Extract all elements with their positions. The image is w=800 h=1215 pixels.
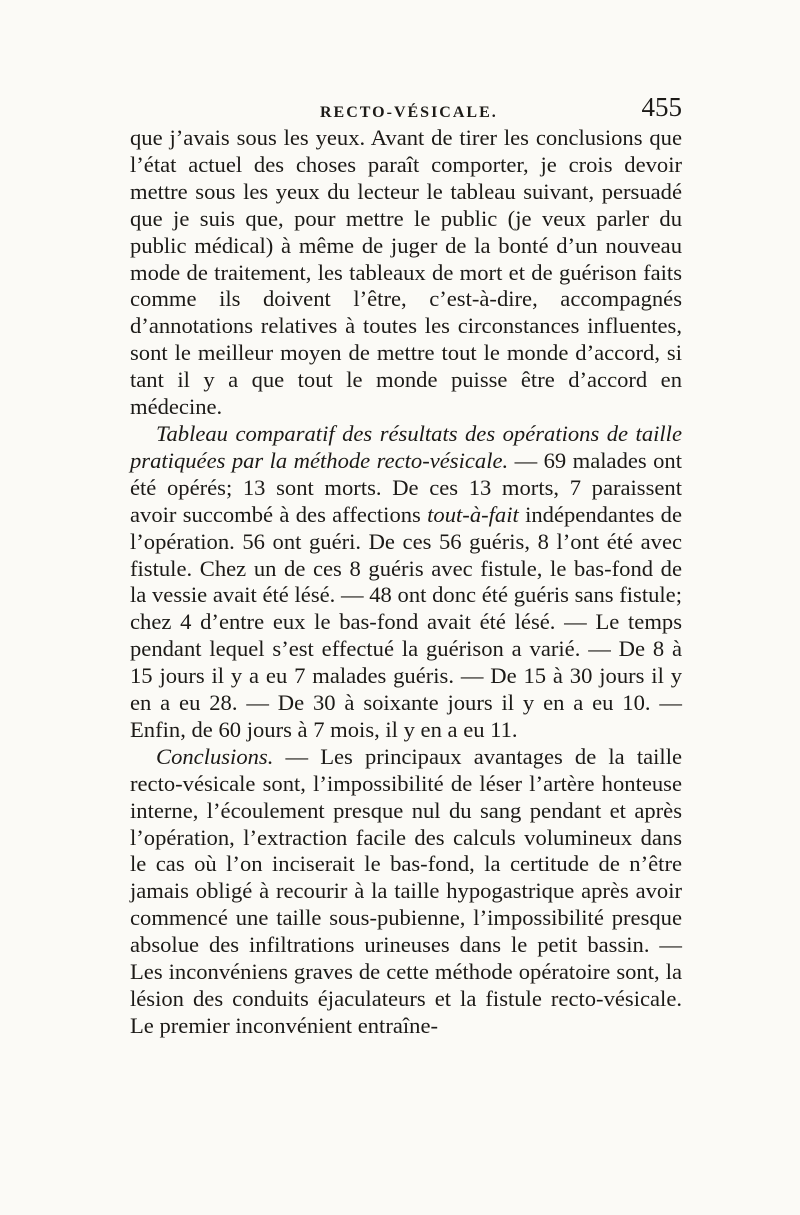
- section-title-conclusions: Conclusions.: [156, 743, 274, 769]
- body-text: [130, 125, 682, 1040]
- paragraph-intro: [130, 125, 682, 421]
- paragraph-tableau-text: — 69 malades ont été opérés; 13 sont morts. De ces 13 morts, 7 paraissent avoir succombé à des affections: [130, 447, 682, 527]
- running-head: RECTO-VÉSICALE.: [320, 104, 498, 121]
- paragraph-tableau: [130, 421, 682, 744]
- paragraph-conclusions: [130, 744, 682, 1040]
- italic-phrase: tout-à-fait: [427, 501, 519, 527]
- paragraph-conclusions-text: — Les principaux avantages de la taille recto-vésicale sont, l’impossibilité de léser l’artère honteuse interne, l’écoulement presque nul du sang pendant et après l’opération, l’extraction facile des calculs volumineux dans le cas où l’on inciserait le bas-fond, la certitude de n’être jamais obligé à recourir à la taille hypogastrique après avoir commencé une taille sous-pubienne, l’impossibilité presque absolue des infiltrations urineuses dans le petit bassin. — Les inconvéniens graves de cette méthode opératoire sont, la lésion des conduits éjaculateurs et la fistule recto-vésicale. Le premier inconvénient entraîne-: [130, 743, 682, 1038]
- page-number: 455: [641, 92, 682, 122]
- section-title-tableau: Tableau comparatif des résultats des opérations de taille pratiquées par la méthode recto-vésicale.: [130, 420, 682, 473]
- paragraph-intro-text: que j’avais sous les yeux. Avant de tirer les conclusions que l’état actuel des choses paraît comporter, je crois devoir mettre sous les yeux du lecteur le tableau suivant, persuadé que je suis que, pour mettre le public (je veux parler du public médical) à même de juger de la bonté d’un nouveau mode de traitement, les tableaux de mort et de guérison faits comme ils doivent l’être, c’est-à-dire, accompagnés d’annotations relatives à toutes les circonstances influentes, sont le meilleur moyen de mettre tout le monde d’accord, si tant il y a que tout le monde puisse être d’accord en médecine.: [130, 125, 682, 420]
- paragraph-tableau-text-end: indépendantes de l’opération. 56 ont guéri. De ces 56 guéris, 8 l’ont été avec fistule. Chez un de ces 8 guéris avec fistule, le bas-fond de la vessie avait été lésé. — 48 ont donc été guéris sans fistule; chez 4 d’entre eux le bas-fond avait été lésé. — Le temps pendant lequel s’est effectué la guérison a varié. — De 8 à 15 jours il y a eu 7 malades guéris. — De 15 à 30 jours il y en a eu 28. — De 30 à soixante jours il y en a eu 10. — Enfin, de 60 jours à 7 mois, il y en a eu 11.: [130, 501, 682, 742]
